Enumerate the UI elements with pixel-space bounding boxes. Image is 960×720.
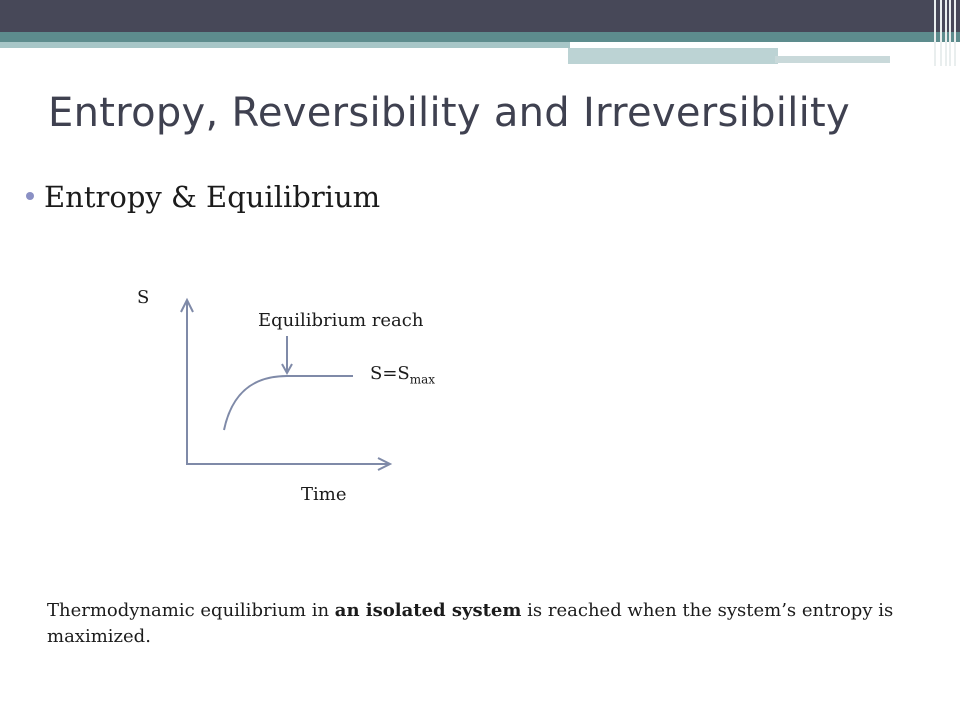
caption-before: Thermodynamic equilibrium in	[47, 600, 335, 621]
y-axis-label: S	[137, 287, 150, 308]
plateau-label-sub: max	[409, 372, 436, 387]
plateau-label-main: S=S	[370, 363, 410, 384]
slide-title: Entropy, Reversibility and Irreversibility	[48, 90, 850, 136]
x-axis-label: Time	[301, 484, 347, 505]
plateau-label	[370, 363, 435, 387]
caption-bold: an isolated system	[334, 600, 522, 621]
entropy-curve	[224, 376, 287, 430]
arrow-label: Equilibrium reach	[258, 310, 424, 331]
caption-after: is reached when the system’s entropy is maximized.	[47, 600, 894, 647]
caption-text	[47, 598, 927, 650]
bullet-text: Entropy & Equilibrium	[44, 180, 381, 214]
